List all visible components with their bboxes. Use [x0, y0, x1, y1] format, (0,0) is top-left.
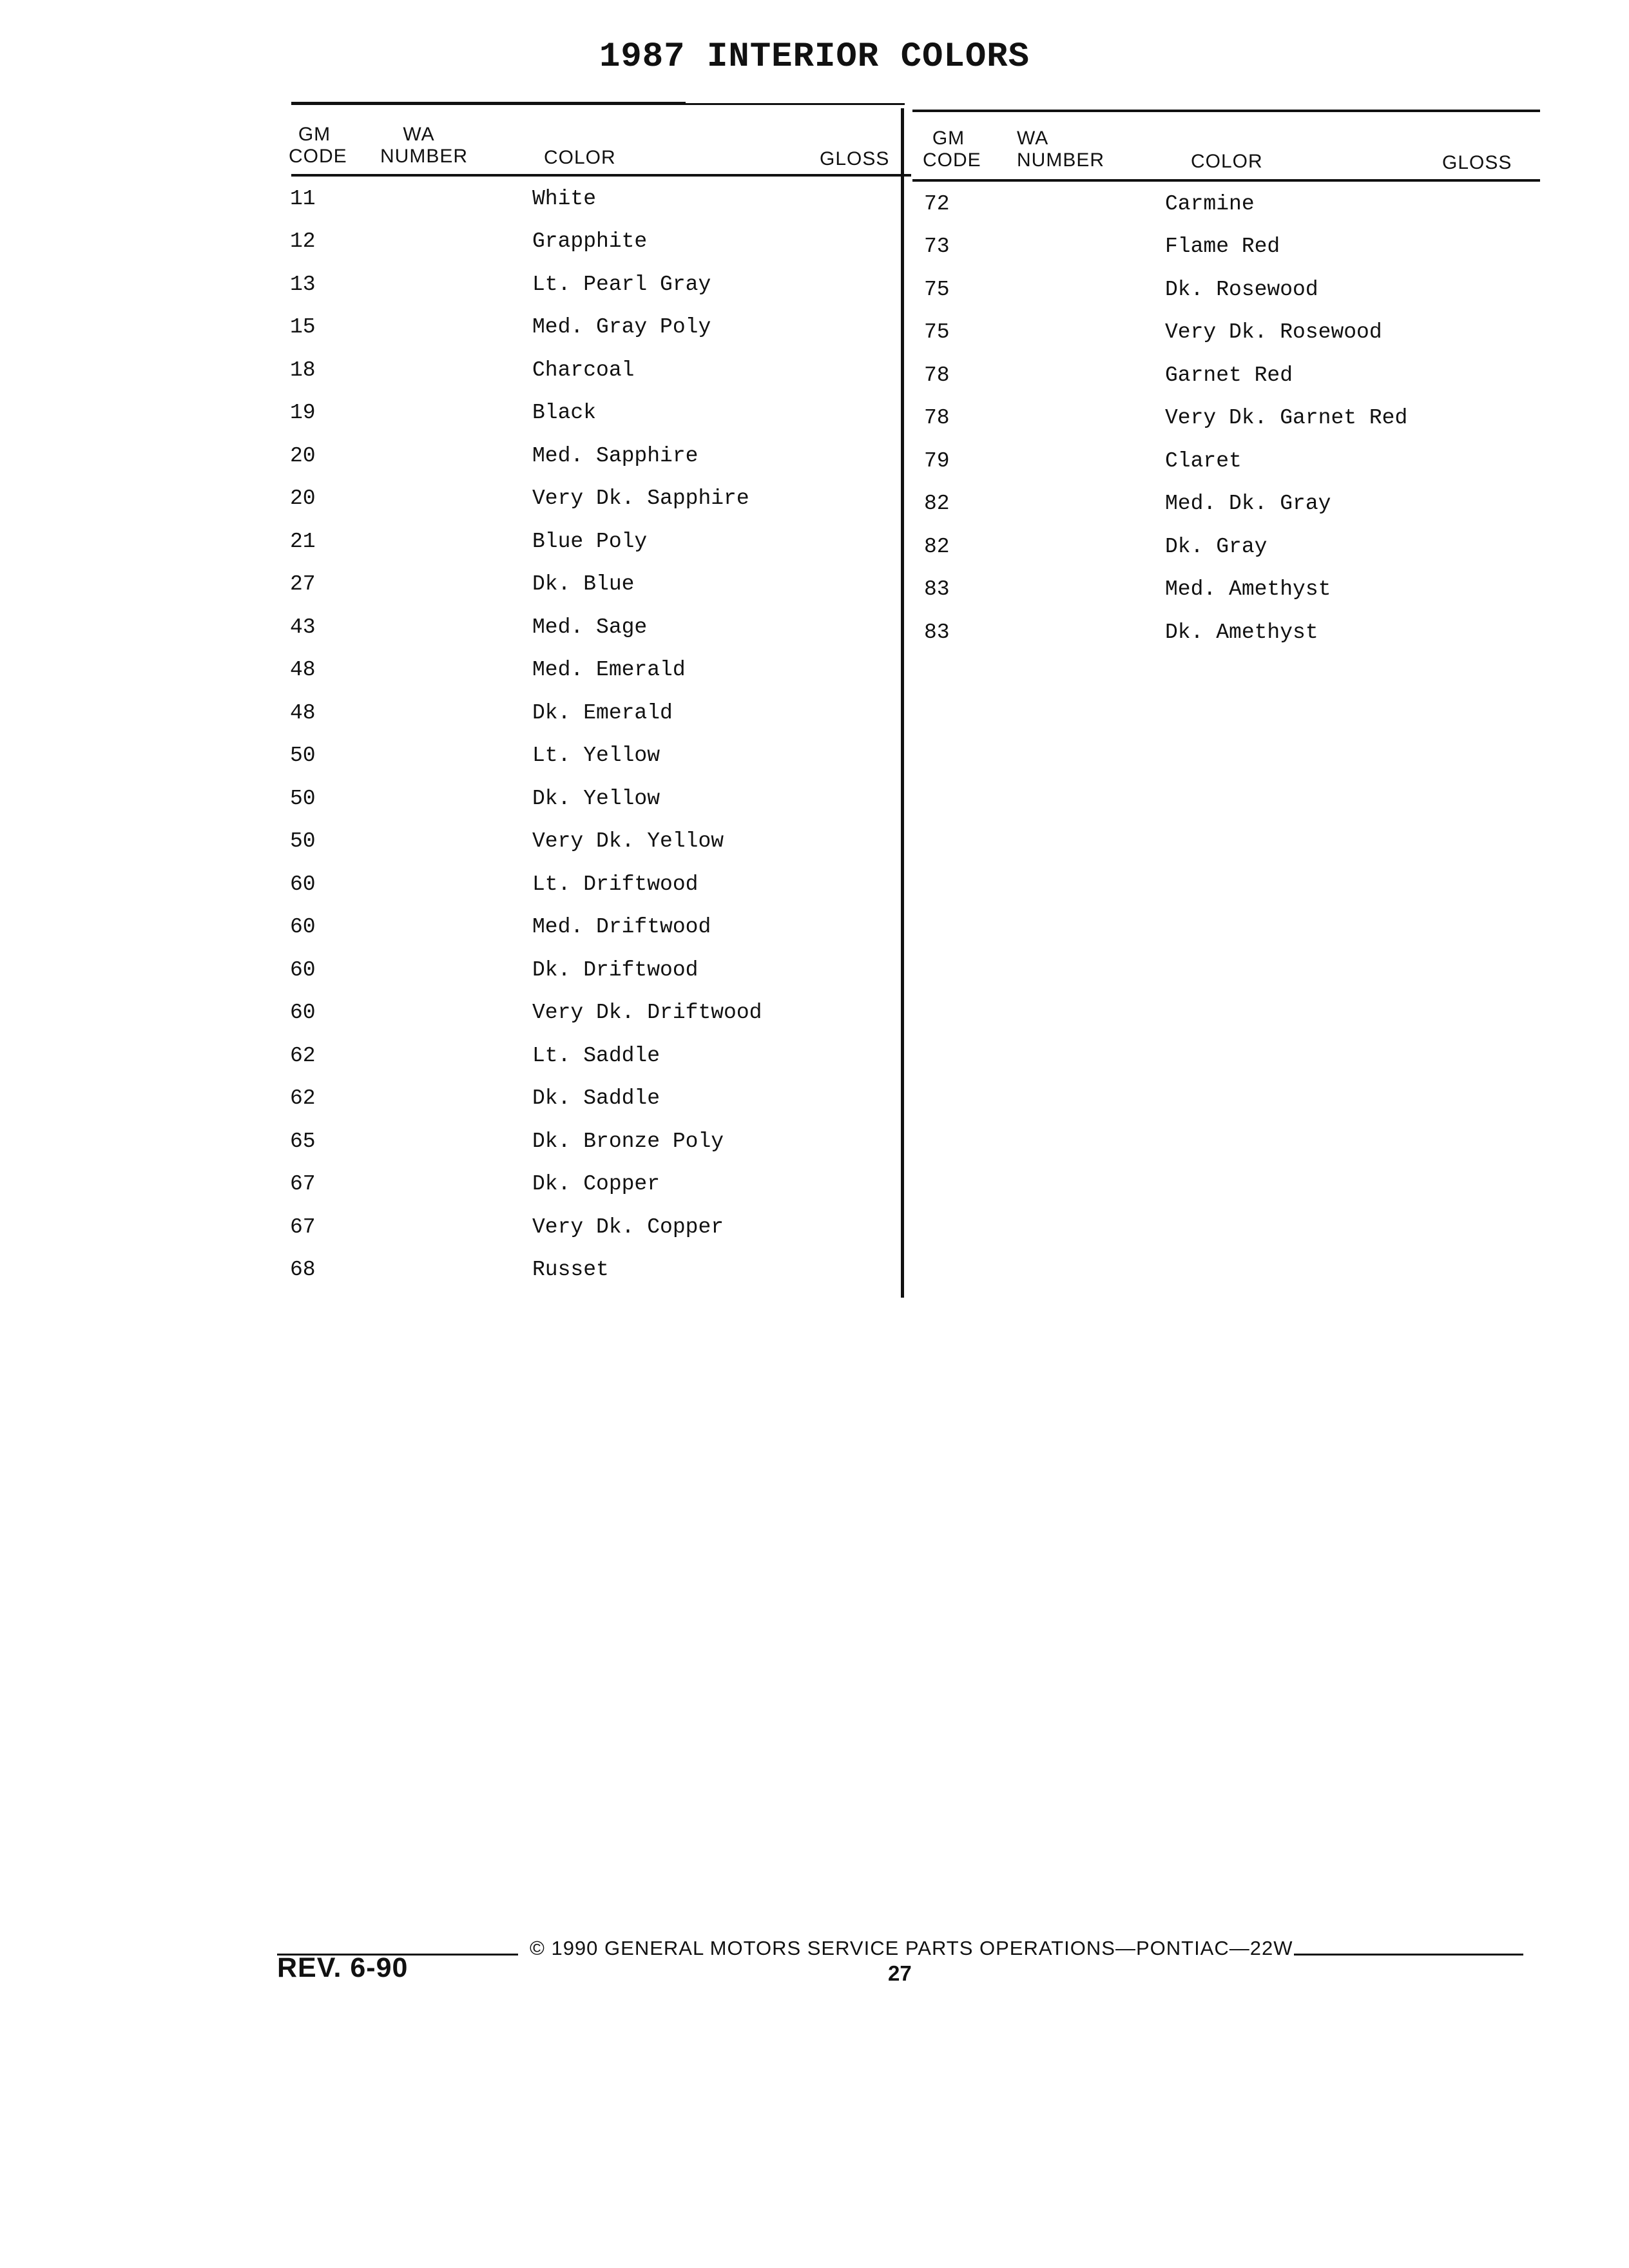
color-name: Very Dk. Yellow	[532, 829, 724, 853]
gm-code: 62	[290, 1044, 316, 1068]
gm-code: 82	[924, 492, 950, 515]
color-name: Charcoal	[532, 358, 635, 382]
color-name: Dk. Amethyst	[1165, 620, 1318, 644]
color-name: Claret	[1165, 449, 1242, 473]
revision-label: REV. 6-90	[277, 1952, 409, 1983]
gm-code: 62	[290, 1086, 316, 1110]
color-name: Very Dk. Garnet Red	[1165, 406, 1408, 430]
left-header-color: COLOR	[544, 147, 616, 168]
right-top-rule	[912, 110, 1540, 112]
color-name: White	[532, 187, 597, 211]
right-header-rule	[912, 179, 1540, 182]
left-header-rule	[291, 174, 911, 177]
left-header-gm-line2: CODE	[289, 146, 347, 167]
gm-code: 20	[290, 486, 316, 510]
left-header-wa-line1: WA	[403, 124, 435, 145]
gm-code: 50	[290, 744, 316, 767]
right-header-wa-line2: NUMBER	[1017, 149, 1105, 171]
gm-code: 18	[290, 358, 316, 382]
right-header-gm-line1: GM	[932, 128, 965, 149]
gm-code: 60	[290, 1001, 316, 1024]
gm-code: 50	[290, 787, 316, 811]
gm-code: 78	[924, 363, 950, 387]
color-name: Very Dk. Copper	[532, 1215, 724, 1239]
gm-code: 68	[290, 1258, 316, 1282]
color-name: Dk. Blue	[532, 572, 635, 596]
gm-code: 83	[924, 577, 950, 601]
color-name: Dk. Rosewood	[1165, 278, 1318, 302]
footer-right-rule	[1294, 1954, 1523, 1956]
left-header-wa	[380, 124, 468, 168]
color-name: Med. Sage	[532, 615, 648, 639]
left-top-rule	[291, 102, 686, 105]
color-name: Med. Gray Poly	[532, 315, 711, 339]
gm-code: 75	[924, 320, 950, 344]
color-name: Flame Red	[1165, 235, 1280, 258]
left-header-wa-line2: NUMBER	[380, 146, 468, 167]
column-divider	[901, 108, 904, 1298]
page-title: 1987 INTERIOR COLORS	[599, 37, 1030, 77]
gm-code: 83	[924, 620, 950, 644]
color-name: Very Dk. Sapphire	[532, 486, 749, 510]
color-name: Lt. Driftwood	[532, 872, 699, 896]
color-name: Dk. Saddle	[532, 1086, 660, 1110]
color-name: Blue Poly	[532, 530, 648, 553]
color-name: Carmine	[1165, 192, 1255, 216]
gm-code: 11	[290, 187, 316, 211]
gm-code: 65	[290, 1129, 316, 1153]
center-top-rule	[686, 103, 905, 105]
right-header-gm-line2: CODE	[923, 149, 981, 171]
left-header-gm	[289, 124, 347, 168]
right-header-wa-line1: WA	[1017, 128, 1049, 149]
color-name: Med. Dk. Gray	[1165, 492, 1331, 515]
gm-code: 13	[290, 273, 316, 296]
right-header-gm	[923, 128, 981, 171]
gm-code: 67	[290, 1215, 316, 1239]
color-name: Dk. Bronze Poly	[532, 1129, 724, 1153]
gm-code: 50	[290, 829, 316, 853]
gm-code: 48	[290, 658, 316, 682]
gm-code: 73	[924, 235, 950, 258]
gm-code: 19	[290, 401, 316, 425]
color-name: Med. Driftwood	[532, 915, 711, 939]
color-name: Russet	[532, 1258, 609, 1282]
gm-code: 27	[290, 572, 316, 596]
gm-code: 48	[290, 701, 316, 725]
gm-code: 15	[290, 315, 316, 339]
color-name: Very Dk. Driftwood	[532, 1001, 762, 1024]
right-header-color: COLOR	[1191, 151, 1263, 172]
right-header-wa	[1017, 128, 1104, 171]
gm-code: 60	[290, 958, 316, 982]
color-name: Dk. Gray	[1165, 535, 1268, 559]
color-name: Dk. Driftwood	[532, 958, 699, 982]
gm-code: 20	[290, 444, 316, 468]
page-number: 27	[888, 1961, 912, 1985]
gm-code: 60	[290, 872, 316, 896]
color-name: Dk. Yellow	[532, 787, 660, 811]
gm-code: 21	[290, 530, 316, 553]
color-name: Lt. Saddle	[532, 1044, 660, 1068]
copyright-notice: © 1990 GENERAL MOTORS SERVICE PARTS OPERATIONS—PONTIAC—22W	[530, 1937, 1293, 1959]
gm-code: 78	[924, 406, 950, 430]
gm-code: 79	[924, 449, 950, 473]
color-name: Med. Sapphire	[532, 444, 699, 468]
color-name: Lt. Yellow	[532, 744, 660, 767]
color-name: Lt. Pearl Gray	[532, 273, 711, 296]
left-header-gm-line1: GM	[298, 124, 331, 145]
gm-code: 72	[924, 192, 950, 216]
gm-code: 67	[290, 1172, 316, 1196]
color-name: Dk. Copper	[532, 1172, 660, 1196]
left-header-gloss: GLOSS	[820, 148, 890, 169]
color-name: Dk. Emerald	[532, 701, 673, 725]
gm-code: 75	[924, 278, 950, 302]
right-header-gloss: GLOSS	[1442, 152, 1512, 173]
color-name: Garnet Red	[1165, 363, 1293, 387]
color-name: Med. Amethyst	[1165, 577, 1331, 601]
gm-code: 60	[290, 915, 316, 939]
color-name: Med. Emerald	[532, 658, 686, 682]
color-name: Black	[532, 401, 597, 425]
gm-code: 82	[924, 535, 950, 559]
gm-code: 12	[290, 229, 316, 253]
color-name: Grapphite	[532, 229, 648, 253]
color-name: Very Dk. Rosewood	[1165, 320, 1382, 344]
gm-code: 43	[290, 615, 316, 639]
